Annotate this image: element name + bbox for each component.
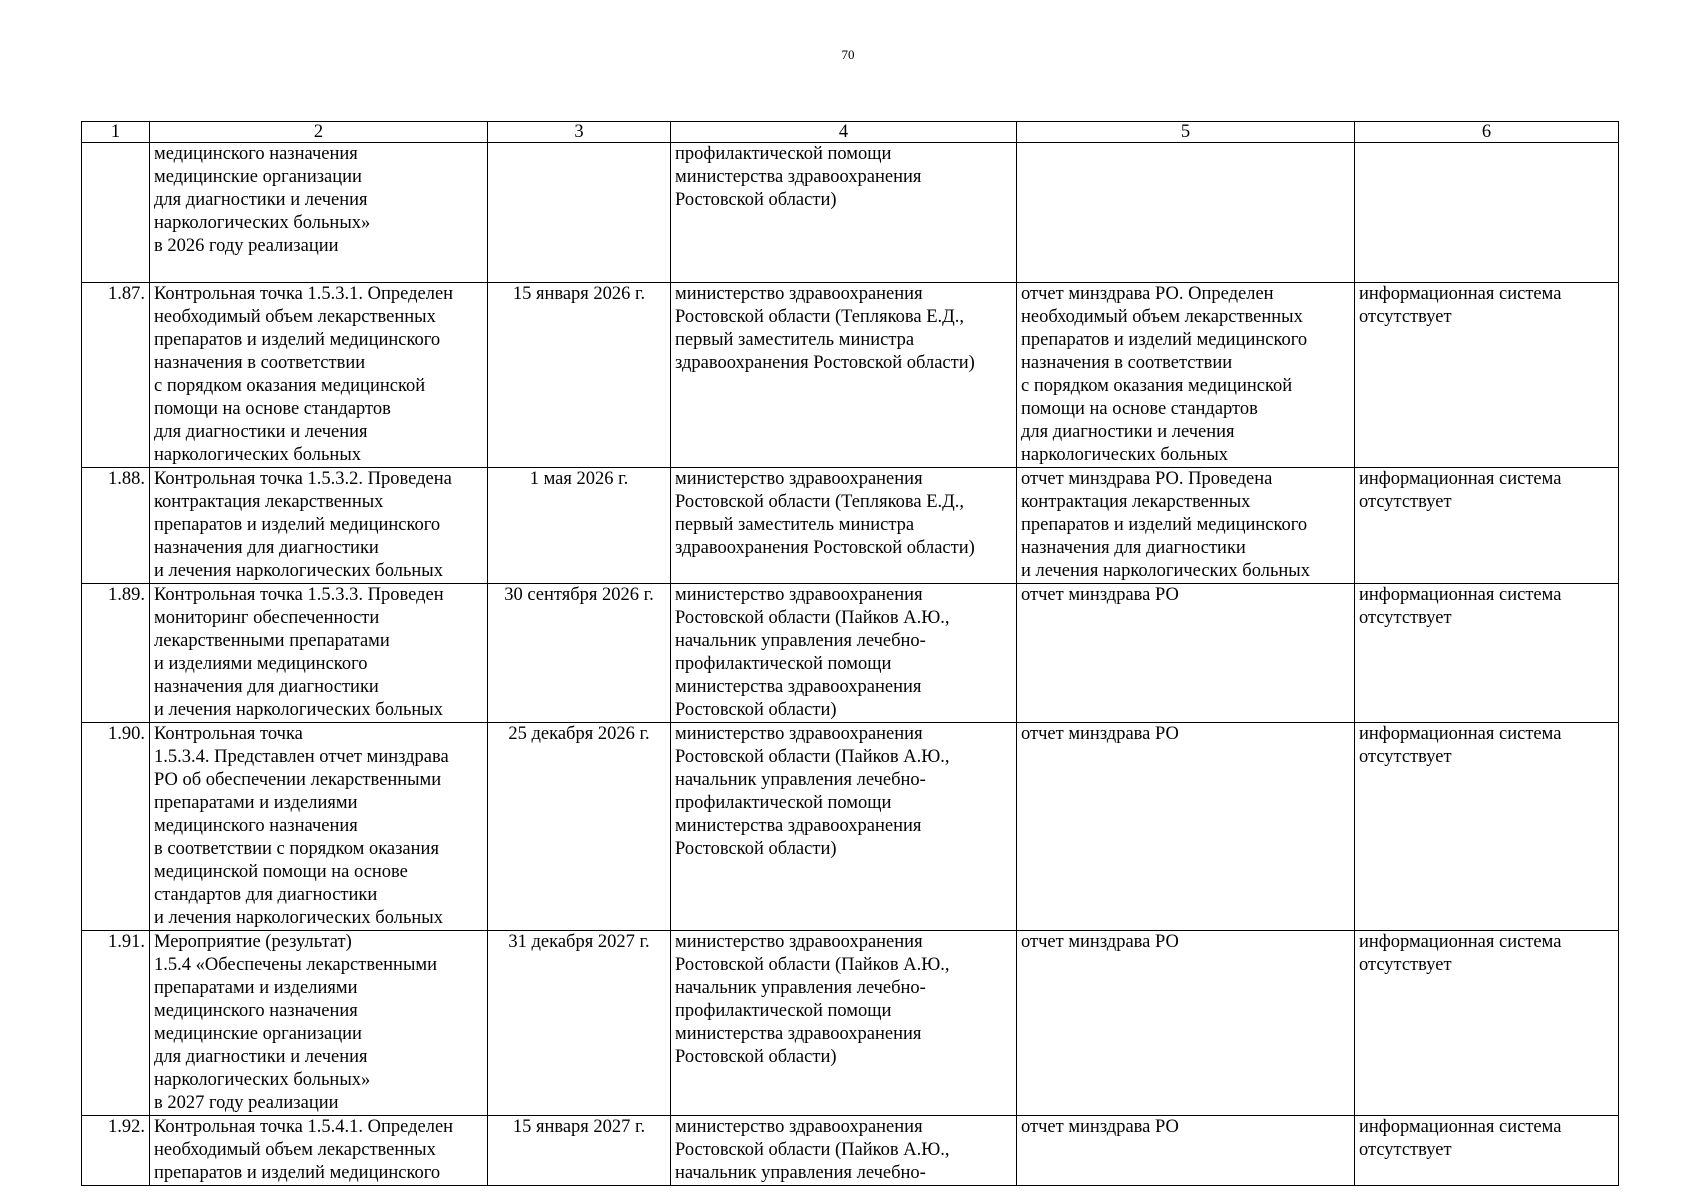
system-cell: информационная система отсутствует: [1355, 931, 1619, 1116]
document-cell: отчет минздрава РО. Проведена контрактация лекарственных препаратов и изделий медицинского назначения для диагностики и лечения наркологических больных: [1017, 468, 1355, 584]
deadline-cell: 15 января 2026 г.: [488, 283, 671, 468]
event-cell: Контрольная точка 1.5.3.2. Проведена контрактация лекарственных препаратов и изделий медицинского назначения для диагностики и лечения наркологических больных: [150, 468, 488, 584]
event-cell: медицинского назначения медицинские организации для диагностики и лечения наркологических больных» в 2026 году реализации: [150, 143, 488, 283]
deadline-cell: 30 сентября 2026 г.: [488, 584, 671, 723]
table-row: [82, 283, 1619, 468]
document-cell: отчет минздрава РО: [1017, 931, 1355, 1116]
responsible-cell: профилактической помощи министерства здравоохранения Ростовской области): [671, 143, 1017, 283]
responsible-cell: министерство здравоохранения Ростовской области (Пайков А.Ю., начальник управления лечебно-: [671, 1116, 1017, 1186]
column-header: 6: [1355, 122, 1619, 143]
system-cell: информационная система отсутствует: [1355, 1116, 1619, 1186]
column-header: 1: [82, 122, 150, 143]
table-row: [82, 931, 1619, 1116]
document-cell: [1017, 143, 1355, 283]
column-header: 2: [150, 122, 488, 143]
table-row: [82, 723, 1619, 931]
responsible-cell: министерство здравоохранения Ростовской области (Пайков А.Ю., начальник управления лечебно- профилактической помощи министерства здравоохранения Ростовской области): [671, 584, 1017, 723]
deadline-cell: 25 декабря 2026 г.: [488, 723, 671, 931]
event-cell: Контрольная точка 1.5.4.1. Определен необходимый объем лекарственных препаратов и изделий медицинского: [150, 1116, 488, 1186]
row-number: [82, 143, 150, 283]
deadline-cell: 15 января 2027 г.: [488, 1116, 671, 1186]
row-number: 1.90.: [82, 723, 150, 931]
column-header: 3: [488, 122, 671, 143]
document-cell: отчет минздрава РО: [1017, 584, 1355, 723]
table-row: [82, 1116, 1619, 1186]
table-row: [82, 143, 1619, 283]
row-number: 1.87.: [82, 283, 150, 468]
header-row: [82, 122, 1619, 143]
table-row: [82, 584, 1619, 723]
page-number: 70: [841, 47, 855, 62]
deadline-cell: [488, 143, 671, 283]
document-cell: отчет минздрава РО: [1017, 1116, 1355, 1186]
deadline-cell: 31 декабря 2027 г.: [488, 931, 671, 1116]
event-cell: Контрольная точка 1.5.3.3. Проведен мониторинг обеспеченности лекарственными препаратами и изделиями медицинского назначения для диагностики и лечения наркологических больных: [150, 584, 488, 723]
column-header: 5: [1017, 122, 1355, 143]
event-cell: Мероприятие (результат) 1.5.4 «Обеспечены лекарственными препаратами и изделиями медицинского назначения медицинские организации для диагностики и лечения наркологических больных» в 2027 году реализации: [150, 931, 488, 1116]
responsible-cell: министерство здравоохранения Ростовской области (Теплякова Е.Д., первый заместитель министра здравоохранения Ростовской области): [671, 468, 1017, 584]
responsible-cell: министерство здравоохранения Ростовской области (Пайков А.Ю., начальник управления лечебно- профилактической помощи министерства здравоохранения Ростовской области): [671, 723, 1017, 931]
row-number: 1.92.: [82, 1116, 150, 1186]
row-number: 1.89.: [82, 584, 150, 723]
system-cell: информационная система отсутствует: [1355, 283, 1619, 468]
document-cell: отчет минздрава РО: [1017, 723, 1355, 931]
system-cell: информационная система отсутствует: [1355, 723, 1619, 931]
plan-table: [81, 121, 1619, 1186]
row-number: 1.88.: [82, 468, 150, 584]
table-row: [82, 468, 1619, 584]
system-cell: информационная система отсутствует: [1355, 584, 1619, 723]
system-cell: [1355, 143, 1619, 283]
responsible-cell: министерство здравоохранения Ростовской области (Теплякова Е.Д., первый заместитель министра здравоохранения Ростовской области): [671, 283, 1017, 468]
deadline-cell: 1 мая 2026 г.: [488, 468, 671, 584]
row-number: 1.91.: [82, 931, 150, 1116]
document-cell: отчет минздрава РО. Определен необходимый объем лекарственных препаратов и изделий медицинского назначения в соответствии с порядком оказания медицинской помощи на основе стандартов для диагностики и лечения наркологических больных: [1017, 283, 1355, 468]
responsible-cell: министерство здравоохранения Ростовской области (Пайков А.Ю., начальник управления лечебно- профилактической помощи министерства здравоохранения Ростовской области): [671, 931, 1017, 1116]
event-cell: Контрольная точка 1.5.3.4. Представлен отчет минздрава РО об обеспечении лекарственными препаратами и изделиями медицинского назначения в соответствии с порядком оказания медицинской помощи на основе стандартов для диагностики и лечения наркологических больных: [150, 723, 488, 931]
column-header: 4: [671, 122, 1017, 143]
system-cell: информационная система отсутствует: [1355, 468, 1619, 584]
event-cell: Контрольная точка 1.5.3.1. Определен необходимый объем лекарственных препаратов и изделий медицинского назначения в соответствии с порядком оказания медицинской помощи на основе стандартов для диагностики и лечения наркологических больных: [150, 283, 488, 468]
